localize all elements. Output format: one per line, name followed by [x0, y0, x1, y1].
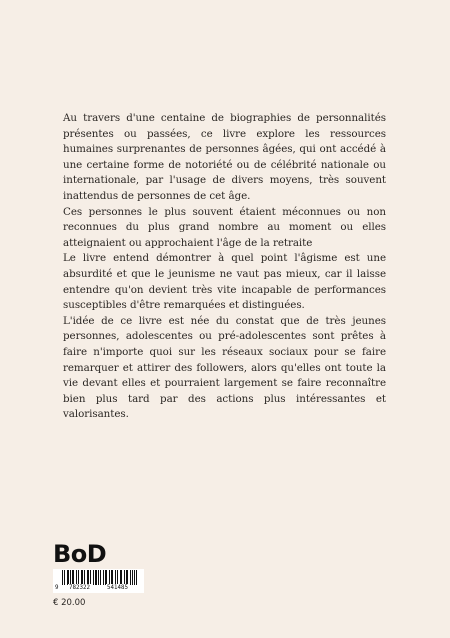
- blurb-paragraph-4: L'idée de ce livre est née du constat que de très jeunes personnes, adolescentes ou pré-adolescentes sont prêtes à faire n'importe quoi sur les réseaux sociaux pour se faire remarquer et attirer des followers, alors qu'elles ont toute la vie devant elles et pourraient largement se faire reconnaître bien plus tard par des actions plus intéressantes et valorisantes.: [63, 314, 386, 421]
- barcode-first-digit: 9: [55, 585, 59, 591]
- barcode-left-group: 782322: [69, 585, 90, 591]
- blurb-paragraph-1: Au travers d'une centaine de biographies de personnalités présentes ou passées, ce livre explore les ressources humaines surprenantes de personnes âgées, qui ont accédé à une certaine forme de notoriété ou de célébrité nationale ou internationale, par l'usage de divers moyens, très souvent inattendus de personnes de cet âge.: [63, 112, 386, 202]
- price-label: € 20.00: [53, 598, 86, 608]
- back-cover-blurb: [63, 111, 386, 423]
- barcode-digits: [53, 584, 144, 593]
- blurb-paragraph-3: Le livre entend démontrer à quel point l'âgisme est une absurdité et que le jeunisme ne vaut pas mieux, car il laisse entendre qu'on devient très vite incapable de performances susceptibles d'être remarquées et distinguées.: [63, 252, 386, 312]
- blurb-paragraph-2: Ces personnes le plus souvent étaient méconnues ou non reconnues du plus grand nombre au moment ou elles atteignaient ou approchaient l'âge de la retraite: [63, 205, 386, 249]
- publisher-logo: BoD: [53, 540, 107, 568]
- barcode-bars: [53, 569, 144, 585]
- barcode-right-group: 541485: [107, 585, 128, 591]
- isbn-barcode: [53, 569, 144, 593]
